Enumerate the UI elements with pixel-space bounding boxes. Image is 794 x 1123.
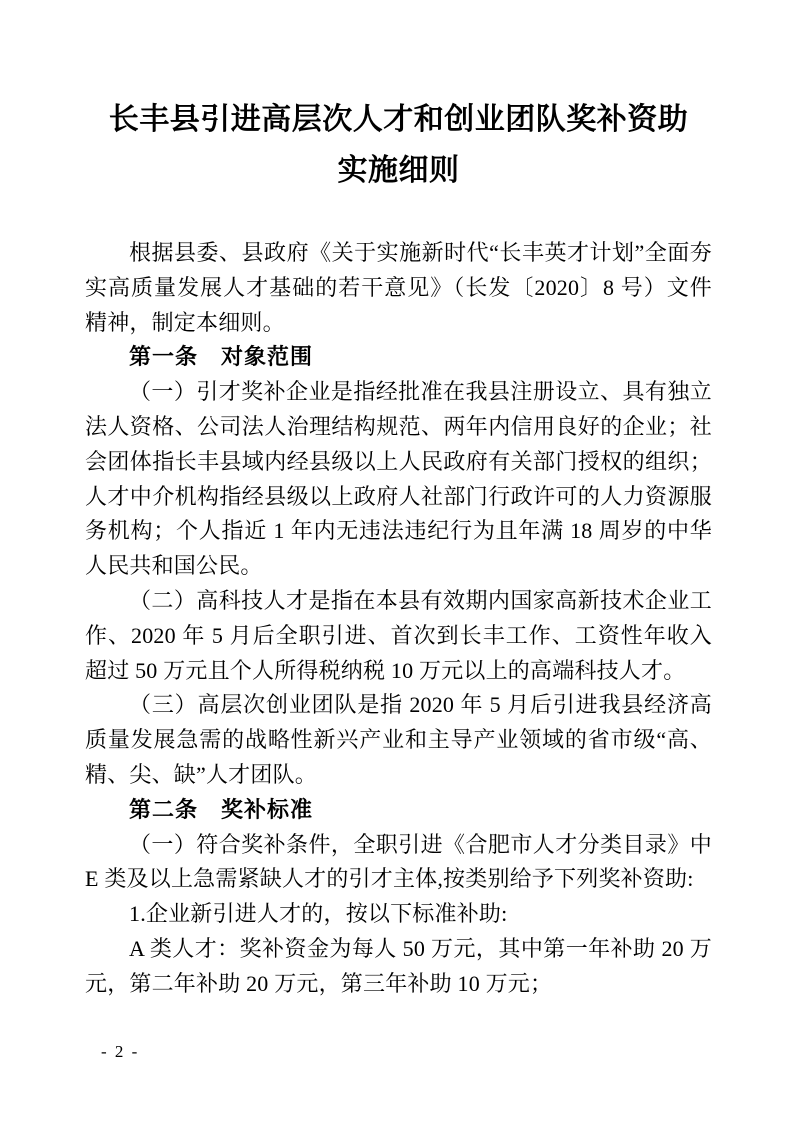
paragraph-intro: 根据县委、县政府《关于实施新时代“长丰英才计划”全面夯实高质量发展人才基础的若干意见》（长发〔2020〕8 号）文件精神，制定本细则。	[85, 240, 712, 335]
document-title-line1: 长丰县引进高层次人才和创业团队奖补资助	[108, 103, 689, 136]
document-title	[85, 94, 712, 196]
article-1-item-2: （二）高科技人才是指在本县有效期内国家高新技术企业工作、2020 年 5 月后全职引进、首次到长丰工作、工资性年收入超过 50 万元且个人所得税纳税 10 万元以上的高端科技人才。	[85, 587, 712, 683]
article-2-item-1: （一）符合奖补条件，全职引进《合肥市人才分类目录》中 E 类及以上急需紧缺人才的引才主体,按类别给予下列奖补资助:	[85, 831, 712, 892]
page-number: - 2 -	[101, 1042, 140, 1061]
article-1-heading: 第一条 对象范围	[129, 344, 314, 370]
article-2-subitem-1: 1.企业新引进人才的，按以下标准补助:	[129, 901, 508, 927]
document-content	[85, 94, 712, 1002]
article-2-heading: 第二条 奖补标准	[129, 796, 314, 822]
article-2-class-a-detail: A 类人才：奖补资金为每人 50 万元，其中第一年补助 20 万元，第二年补助 20 万元，第三年补助 10 万元；	[85, 935, 712, 996]
document-title-line2: 实施细则	[337, 154, 460, 187]
article-1-item-3: （三）高层次创业团队是指 2020 年 5 月后引进我县经济高质量发展急需的战略性新兴产业和主导产业领域的省市级“高、精、尖、缺”人才团队。	[85, 692, 712, 787]
article-1-item-1: （一）引才奖补企业是指经批准在我县注册设立、具有独立法人资格、公司法人治理结构规范、两年内信用良好的企业；社会团体指长丰县域内经县级以上人民政府有关部门授权的组织；人才中介机构指经县级以上政府人社部门行政许可的人力资源服务机构；个人指近 1 年内无违法违纪行为且年满 18 周岁的中华人民共和国公民。	[85, 379, 712, 579]
